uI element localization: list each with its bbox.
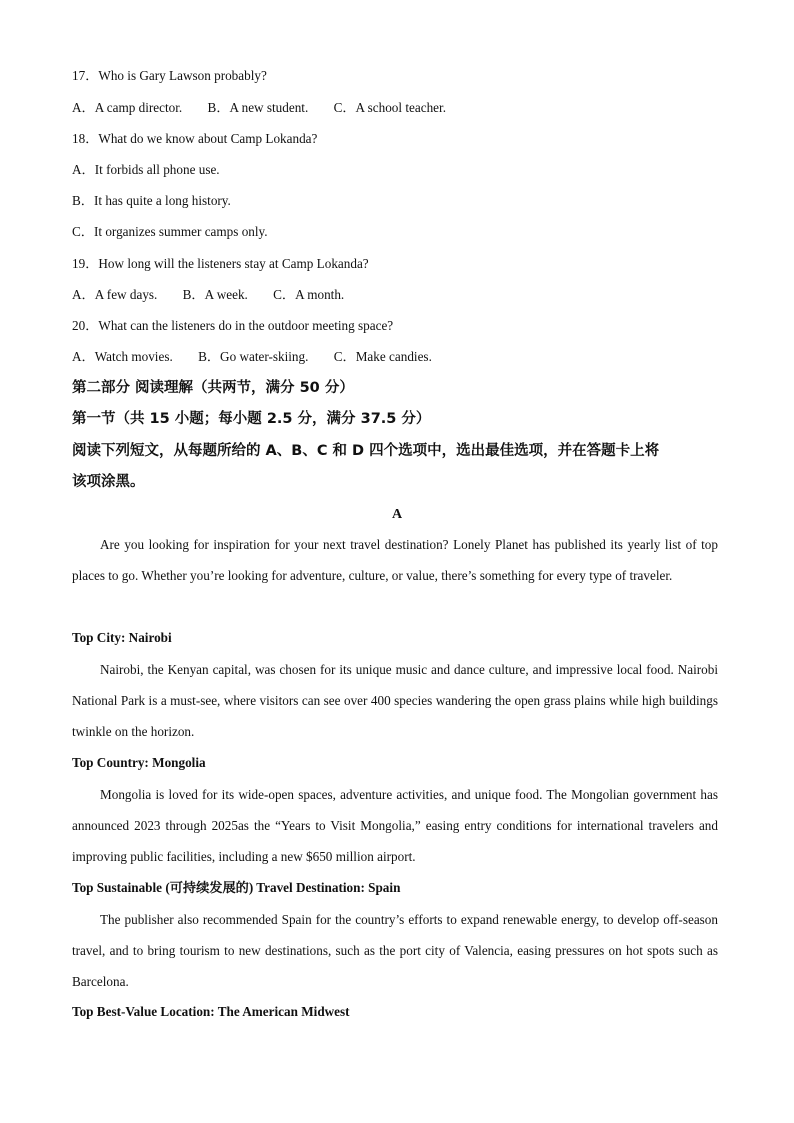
section-body-country: Mongolia is loved for its wide-open spaces, adventure activities, and unique food. The Mongolian government has announced 2023 through 2025as the “Years to Visit Mongolia,” easing entry conditions for international travelers and improving public facilities, including a new $650 million airport.	[72, 787, 718, 865]
question-18-option-c[interactable]: C．It organizes summer camps only.	[72, 224, 268, 239]
question-17-option-a[interactable]: A．A camp director.	[72, 100, 183, 115]
section-heading-country: Top Country: Mongolia	[72, 755, 206, 770]
reading-part-title: 第二部分 阅读理解（共两节，满分 50 分）	[72, 380, 354, 396]
question-19-option-c[interactable]: C．A month.	[273, 287, 345, 302]
question-19-option-a[interactable]: A．A few days.	[72, 287, 158, 302]
question-17-options	[72, 99, 446, 117]
question-20-option-a[interactable]: A．Watch movies.	[72, 349, 173, 364]
reading-instruction-line1: 阅读下列短文，从每题所给的 A、B、C 和 D 四个选项中，选出最佳选项，并在答题卡上将	[72, 443, 660, 459]
question-18-stem: 18．What do we know about Camp Lokanda?	[72, 131, 318, 146]
question-20-options	[72, 348, 432, 366]
question-17-option-b[interactable]: B．A new student.	[207, 100, 309, 115]
reading-instruction-line2: 该项涂黑。	[72, 474, 145, 490]
question-19-options	[72, 286, 344, 304]
question-18-option-b[interactable]: B．It has quite a long history.	[72, 193, 231, 208]
reading-section-title: 第一节（共 15 小题；每小题 2.5 分，满分 37.5 分）	[72, 411, 431, 427]
passage-letter: A	[391, 507, 403, 522]
section-heading-best-value: Top Best-Value Location: The American Midwest	[72, 1004, 350, 1019]
question-20-option-b[interactable]: B．Go water-skiing.	[198, 349, 309, 364]
passage-intro: Are you looking for inspiration for your next travel destination? Lonely Planet has published its yearly list of top places to go. Whether you’re looking for adventure, culture, or value, there’s something for every type of traveler.	[72, 537, 718, 584]
question-20-stem: 20．What can the listeners do in the outdoor meeting space?	[72, 318, 394, 333]
question-19-option-b[interactable]: B．A week.	[182, 287, 248, 302]
question-17-option-c[interactable]: C．A school teacher.	[333, 100, 446, 115]
section-body-city: Nairobi, the Kenyan capital, was chosen for its unique music and dance culture, and impressive local food. Nairobi National Park is a must-see, where visitors can see over 400 species wandering the open grass plains while high buildings twinkle on the horizon.	[72, 662, 718, 740]
question-20-option-c[interactable]: C．Make candies.	[333, 349, 432, 364]
question-17-stem: 17．Who is Gary Lawson probably?	[72, 68, 267, 83]
section-body-sustainable: The publisher also recommended Spain for the country’s efforts to expand renewable energy, to develop off-season travel, and to bring tourism to new destinations, such as the port city of Valencia, easing pressures on hot spots such as Barcelona.	[72, 912, 718, 990]
section-heading-sustainable: Top Sustainable (可持续发展的) Travel Destination: Spain	[72, 880, 401, 895]
question-18-option-a[interactable]: A．It forbids all phone use.	[72, 162, 220, 177]
question-19-stem: 19．How long will the listeners stay at Camp Lokanda?	[72, 256, 369, 271]
section-heading-city: Top City: Nairobi	[72, 630, 172, 645]
